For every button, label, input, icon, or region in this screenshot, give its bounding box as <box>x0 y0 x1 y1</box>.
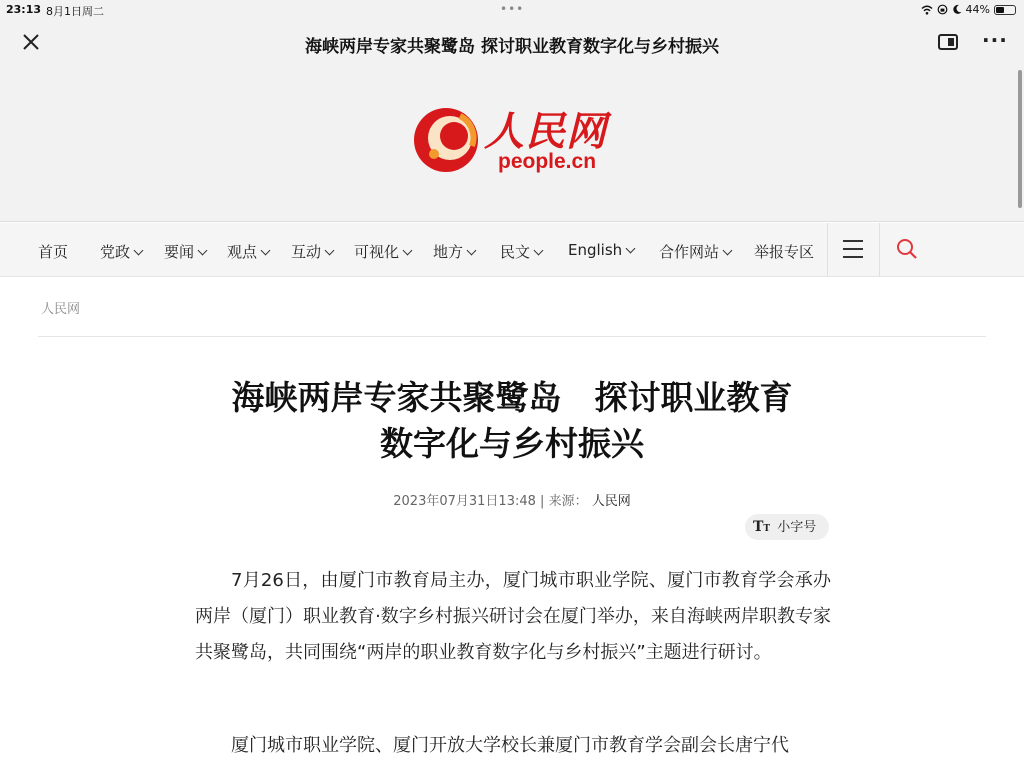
scrollbar[interactable] <box>1018 70 1022 208</box>
browser-header <box>0 20 1024 66</box>
article-datetime: 2023年07月31日13:48 <box>393 494 536 509</box>
multitask-dots-icon[interactable]: ••• <box>500 2 525 16</box>
status-time: 23:13 <box>6 3 42 16</box>
nav-item-party[interactable]: 党政 <box>100 241 142 262</box>
status-bar <box>0 0 1024 20</box>
content-divider <box>38 336 986 337</box>
nav-divider <box>827 223 828 277</box>
chevron-down-icon <box>403 246 413 256</box>
nav-item-report[interactable]: 举报专区 <box>754 243 815 261</box>
nav-item-opinion[interactable]: 观点 <box>227 241 269 262</box>
nav-divider <box>879 223 880 277</box>
nav-item-local[interactable]: 地方 <box>433 241 475 262</box>
chevron-down-icon <box>325 246 335 256</box>
nav-item-english[interactable]: English <box>568 241 634 259</box>
main-nav <box>0 223 1024 277</box>
sidebar-toggle-icon[interactable] <box>938 34 958 50</box>
logo-text-en: people.cn <box>498 150 597 173</box>
article-paragraph: 厦门城市职业学院、厦门开放大学校长兼厦门市教育学会副会长唐宁代 <box>231 735 789 756</box>
font-size-button[interactable] <box>745 514 829 540</box>
article-source[interactable]: 人民网 <box>591 494 631 509</box>
source-label: 来源： <box>548 494 588 509</box>
nav-item-minority[interactable]: 民文 <box>500 241 542 262</box>
status-date: 8月1日周二 <box>46 5 104 18</box>
orientation-lock-icon <box>937 4 948 15</box>
menu-icon[interactable] <box>843 240 863 258</box>
article-paragraph: 7月26日，由厦门市教育局主办，厦门城市职业学院、厦门市教育学会承办两岸（厦门）职业教育·数字乡村振兴研讨会在厦门举办，来自海峡两岸职教专家共聚鹭岛，共同围绕“两岸的职业教育数字化与乡村振兴”主题进行研讨。 <box>195 570 831 663</box>
nav-item-news[interactable]: 要闻 <box>164 241 206 262</box>
chevron-down-icon <box>467 246 477 256</box>
nav-item-visual[interactable]: 可视化 <box>354 241 411 262</box>
chevron-down-icon <box>534 246 544 256</box>
article-meta <box>0 490 1024 509</box>
battery-percent: 44% <box>965 3 990 16</box>
article-headline-line2: 数字化与乡村振兴 <box>380 424 644 463</box>
chevron-down-icon <box>723 246 733 256</box>
chevron-down-icon <box>134 246 144 256</box>
text-size-icon: TT <box>753 519 771 535</box>
nav-item-home[interactable]: 首页 <box>38 243 69 261</box>
moon-icon <box>952 4 962 15</box>
nav-item-partners[interactable]: 合作网站 <box>659 241 731 262</box>
page-title: 海峡两岸专家共聚鹭岛 探讨职业教育数字化与乡村振兴 <box>305 37 719 57</box>
site-header <box>0 66 1024 222</box>
chevron-down-icon <box>261 246 271 256</box>
meta-separator: | <box>540 494 549 509</box>
chevron-down-icon <box>626 244 636 254</box>
status-indicators <box>921 3 1016 16</box>
logo-text-cn: 人民网 <box>484 108 607 155</box>
logo-emblem-icon <box>412 106 480 174</box>
breadcrumb[interactable]: 人民网 <box>41 302 81 317</box>
font-size-label: 小字号 <box>777 520 817 535</box>
nav-item-interact[interactable]: 互动 <box>291 241 333 262</box>
search-icon[interactable] <box>896 238 918 260</box>
wifi-icon <box>921 5 933 15</box>
battery-icon <box>994 5 1016 15</box>
article-headline-line1: 海峡两岸专家共聚鹭岛 探讨职业教育 <box>231 378 793 417</box>
more-options-icon[interactable]: ··· <box>982 28 1008 52</box>
site-logo[interactable] <box>412 102 612 182</box>
chevron-down-icon <box>198 246 208 256</box>
